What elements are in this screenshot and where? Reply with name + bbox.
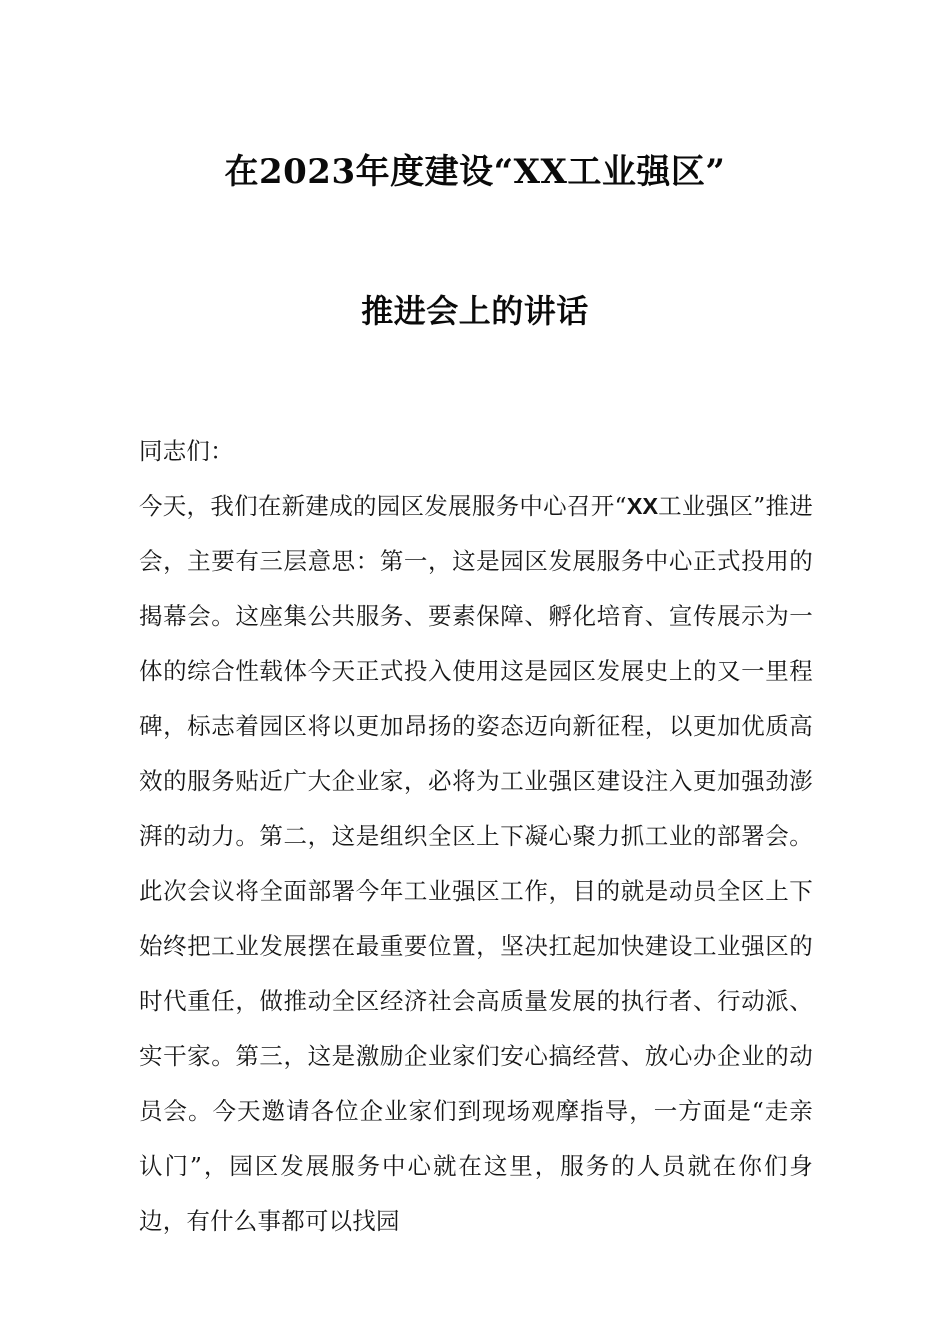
paragraph-1-rest: 工业强区”推进会，主要有三层意思：第一，这是园区发展服务中心正式投用的揭幕会。这座集公共服务、要素保障、孵化培育、宣传展示为一体的综合性载体今天正式投入使用这是园区发展史上的又一里程碑，标志着园区将以更加昂扬的姿态迈向新征程，以更加优质高效的服务贴近广大企业家，必将为工业强区建设注入更加强劲澎湃的动力。第二，这是组织全区上下凝心聚力抓工业的部署会。此次会议将全面部署今年工业强区工作，目的就是动员全区上下始终把工业发展摆在最重要位置，坚决扛起加快建设工业强区的时代重任，做推动全区经济社会高质量发展的执行者、行动派、实干家。第三，这是激励企业家们安心搞经营、放心办企业的动员会。今天邀请各位企业家们到现场观摩指导，一方面是“走亲认门”，园区发展服务中心就在这里，服务的人员就在你们身边，有什么事都可以找园 <box>139 492 813 1235</box>
body-paragraph-1 <box>139 479 813 1249</box>
salutation: 同志们： <box>139 437 234 465</box>
paragraph-1-prefix: 今天，我们在新建成的园区发展服务中心召开“ <box>139 492 627 520</box>
document-body <box>139 424 813 1249</box>
document-title-line-1: 在2023年度建设“XX工业强区” <box>224 152 726 192</box>
document-title-line-2: 推进会上的讲话 <box>361 292 589 330</box>
paragraph-1-placeholder-mark: XX <box>626 493 659 519</box>
